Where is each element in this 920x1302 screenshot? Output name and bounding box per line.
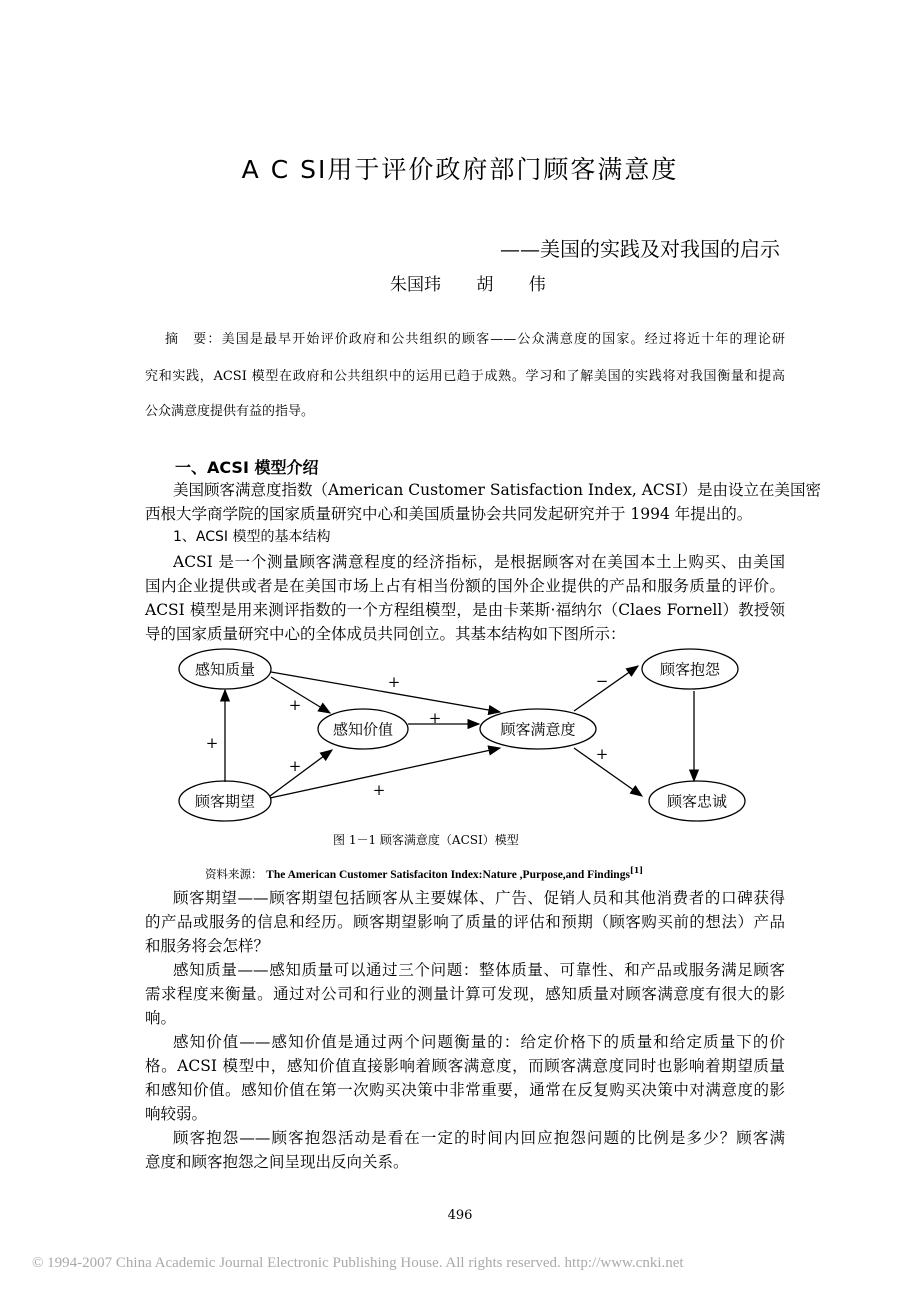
body-line: ACSI 是一个测量顾客满意程度的经济指标，是根据顾客对在美国本土上购买、由美国 [173,553,785,571]
body-line: 美国顾客满意度指数（American Customer Satisfaction Index, ACSI）是由设立在美国密 [173,481,822,499]
body-line: 西根大学商学院的国家质量研究中心和美国质量协会共同发起研究并于 1994 年提出的。 [145,505,753,523]
body-line: 导的国家质量研究中心的全体成员共同创立。其基本结构如下图所示： [145,625,626,643]
body-line: 需求程度来衡量。通过对公司和行业的测量计算可发现，感知质量对顾客满意度有很大的影 [145,985,785,1003]
subheading: 1、ACSI 模型的基本结构 [173,529,331,545]
source-label: 资料来源： [205,866,263,881]
node-perceived-quality: 感知质量 [194,660,256,679]
body-line: 意度和顾客抱怨之间呈现出反向关系。 [145,1153,409,1171]
figure-source [205,865,643,882]
authors: 朱国玮 胡 伟 [390,275,546,295]
body-line: ACSI 模型是用来测评指数的一个方程组模型，是由卡莱斯·福纳尔（Claes Fornell）教授领 [145,601,785,619]
body-line: 顾客期望——顾客期望包括顾客从主要媒体、广告、促销人员和其他消费者的口碑获得 [173,889,785,907]
node-customer-complaint: 顾客抱怨 [659,660,721,679]
figure-caption: 图 1－1 顾客满意度（ACSI）模型 [333,833,519,847]
body-line: 的产品或服务的信息和经历。顾客期望影响了质量的评估和预期（顾客购买前的想法）产品 [145,913,785,931]
body-line: 和感知价值。感知价值在第一次购买决策中非常重要，通常在反复购买决策中对满意度的影 [145,1081,785,1099]
sign-plus: + [288,696,302,714]
arrow [271,672,500,712]
body-line: 和服务将会怎样？ [145,937,270,955]
body-line: 感知价值——感知价值是通过两个问题衡量的：给定价格下的质量和给定质量下的价 [173,1033,785,1051]
sign-minus: − [595,672,609,690]
sign-plus: + [205,734,219,752]
body-line: 格。ACSI 模型中，感知价值直接影响着顾客满意度，而顾客满意度同时也影响着期望质量 [145,1057,785,1075]
paper-subtitle: ——美国的实践及对我国的启示 [500,237,780,261]
paper-title: A C SI用于评价政府部门顾客满意度 [241,155,679,184]
body-line: 响。 [145,1009,177,1027]
sign-plus: + [288,757,302,775]
abstract-line: 摘 要：美国是最早开始评价政府和公共组织的顾客——公众满意度的国家。经过将近十年的理论研 [165,332,785,347]
sign-plus: + [595,745,609,763]
body-line: 国内企业提供或者是在美国市场上占有相当份额的国外企业提供的产品和服务质量的评价。 [145,577,785,595]
body-line: 顾客抱怨——顾客抱怨活动是看在一定的时间内回应抱怨问题的比例是多少？顾客满 [173,1129,785,1147]
section-heading: 一、ACSI 模型介绍 [175,458,319,477]
abstract-line: 究和实践，ACSI 模型在政府和公共组织中的运用已趋于成熟。学习和了解美国的实践将对我国衡量和提高 [145,369,785,384]
sign-plus: + [372,781,386,799]
source-ref: [1] [629,865,644,875]
body-line: 感知质量——感知质量可以通过三个问题：整体质量、可靠性、和产品或服务满足顾客 [173,961,785,979]
node-perceived-value: 感知价值 [332,720,394,739]
abstract-line: 公众满意度提供有益的指导。 [145,404,315,419]
page-number: 496 [447,1208,473,1223]
node-customer-loyalty: 顾客忠诚 [666,792,728,811]
body-line: 响较弱。 [145,1105,208,1123]
source-text: The American Customer Satisfaciton Index:Nature ,Purpose,and Findings [266,868,630,881]
sign-plus: + [387,673,401,691]
sign-plus: + [428,709,442,727]
node-customer-satisfaction: 顾客满意度 [500,720,576,739]
copyright-footer: © 1994-2007 China Academic Journal Electronic Publishing House. All rights reserved. http://www.cnki.net [32,1255,684,1271]
node-customer-expectation: 顾客期望 [194,792,256,811]
